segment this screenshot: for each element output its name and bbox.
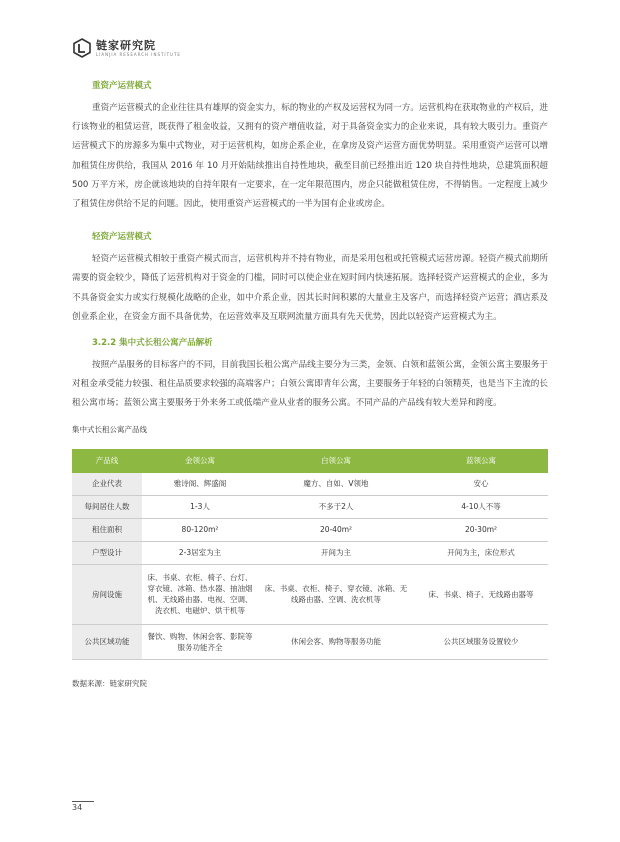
row-label: 租住面积 — [72, 518, 142, 541]
table-caption: 集中式长租公寓产品线 — [72, 424, 147, 434]
table-row — [72, 473, 548, 496]
table-cell: 4-10人不等 — [414, 495, 548, 518]
table-cell: 床、书桌、衣柜、椅子、穿衣镜、冰箱、无线路由器、空调、洗衣机等 — [258, 564, 414, 624]
logo-subtitle: LIANJIA RESEARCH INSTITUTE — [96, 51, 181, 57]
heavy-asset-heading: 重资产运营模式 — [92, 81, 152, 91]
section-heading: 3.2.2 集中式长租公寓产品解析 — [92, 338, 213, 349]
table-cell: 安心 — [414, 473, 548, 496]
table-header-cell: 蓝领公寓 — [414, 449, 548, 473]
table-cell: 床、书桌、椅子、无线路由器等 — [414, 564, 548, 624]
row-label: 每间居住人数 — [72, 495, 142, 518]
table-cell: 公共区域服务设置较少 — [414, 624, 548, 659]
table-cell: 雅诗阁、辉盛阁 — [142, 473, 258, 496]
table-cell: 开间为主，床位形式 — [414, 541, 548, 564]
analysis-paragraph: 按照产品服务的目标客户的不同，目前我国长租公寓产品线主要分为三类，金领、白领和蓝领公寓，金领公寓主要服务于对租金承受能力较强、租住品质要求较强的高端客户；白领公寓即青年公寓，主要服务于年轻的白领精英，也是当下主流的长租公寓市场；蓝领公寓主要服务于外来务工或低端产业从业者的服务公寓。不同产品的产品线有较大差异和跨度。 — [72, 360, 548, 409]
table-row — [72, 495, 548, 518]
table-cell: 不多于2人 — [258, 495, 414, 518]
table-row — [72, 564, 548, 624]
brand-logo — [72, 38, 181, 58]
table-cell: 20-30m² — [414, 518, 548, 541]
table-header-row — [72, 449, 548, 473]
logo-title: 链家研究院 — [96, 38, 156, 52]
light-asset-heading: 轻资产运营模式 — [92, 232, 152, 243]
table-cell: 1-3人 — [142, 495, 258, 518]
report-body — [72, 80, 548, 689]
table-row — [72, 624, 548, 659]
table-row — [72, 541, 548, 564]
row-label: 房间设施 — [72, 564, 142, 624]
table-header-cell: 产品线 — [72, 449, 142, 473]
heavy-asset-paragraph: 重资产运营模式的企业往往具有雄厚的资金实力，标的物业的产权及运营权为同一方。运营机构在获取物业的产权后，进行该物业的租赁运营，既获得了租金收益，又拥有的资产增值收益，对于具备资金实力的企业来说，具有较大吸引力。重资产运营模式下的房源多为集中式物业，对于运营机构，如房企系企业，在拿房及资产运营方面优势明显。采用重资产运营可以增加租赁住房供给，我国从 2016 年 10 月开始陆续推出自持性地块，截至目前已经推出近 120 块自持性地块，总建筑面积超 500 万平方米，房企就该地块的自持年限有一定要求，在一定年限范围内，房企只能做租赁住房，不得销售。一定程度上减少了租赁住房供给不足的问题。因此，使用重资产运营模式的一半为国有企业或房企。 — [72, 103, 548, 210]
product-line-table — [72, 449, 548, 660]
table-cell: 床、书桌、衣柜、椅子、台灯、穿衣镜、冰箱、热水器、抽油烟机、无线路由器、电视、空调、洗衣机、电磁炉、烘干机等 — [142, 564, 258, 624]
table-cell: 休闲会客、购物等服务功能 — [258, 624, 414, 659]
table-cell: 开间为主 — [258, 541, 414, 564]
data-source-note: 数据来源：链家研究院 — [72, 678, 147, 688]
row-label: 户型设计 — [72, 541, 142, 564]
table-header-cell: 白领公寓 — [258, 449, 414, 473]
table-cell: 魔方、自如、V领地 — [258, 473, 414, 496]
table-cell: 80-120m² — [142, 518, 258, 541]
table-header-cell: 金领公寓 — [142, 449, 258, 473]
row-label: 公共区域功能 — [72, 624, 142, 659]
light-asset-paragraph: 轻资产运营模式相较于重资产模式而言，运营机构并不持有物业，而是采用包租或托管模式运营房源。轻资产模式前期所需要的资金较少，降低了运营机构对于资金的门槛，同时可以使企业在短时间内快速拓展。选择轻资产运营模式的企业，多为不具备资金实力或实行规模化战略的企业，如中介系企业，因其长时间积累的大量业主及客户，而选择轻资产运营；酒店系及创业系企业，在资金方面不具备优势，在运营效率及互联网流量方面具有先天优势，因此以轻资产运营模式为主。 — [72, 254, 548, 322]
table-cell: 20-40m² — [258, 518, 414, 541]
table-cell: 2-3居室为主 — [142, 541, 258, 564]
page-number: 34 — [72, 801, 94, 812]
table-row — [72, 518, 548, 541]
table-cell: 餐饮、购物、休闲会客、影院等服务功能齐全 — [142, 624, 258, 659]
row-label: 企业代表 — [72, 473, 142, 496]
lianjia-logo-icon — [72, 38, 92, 58]
